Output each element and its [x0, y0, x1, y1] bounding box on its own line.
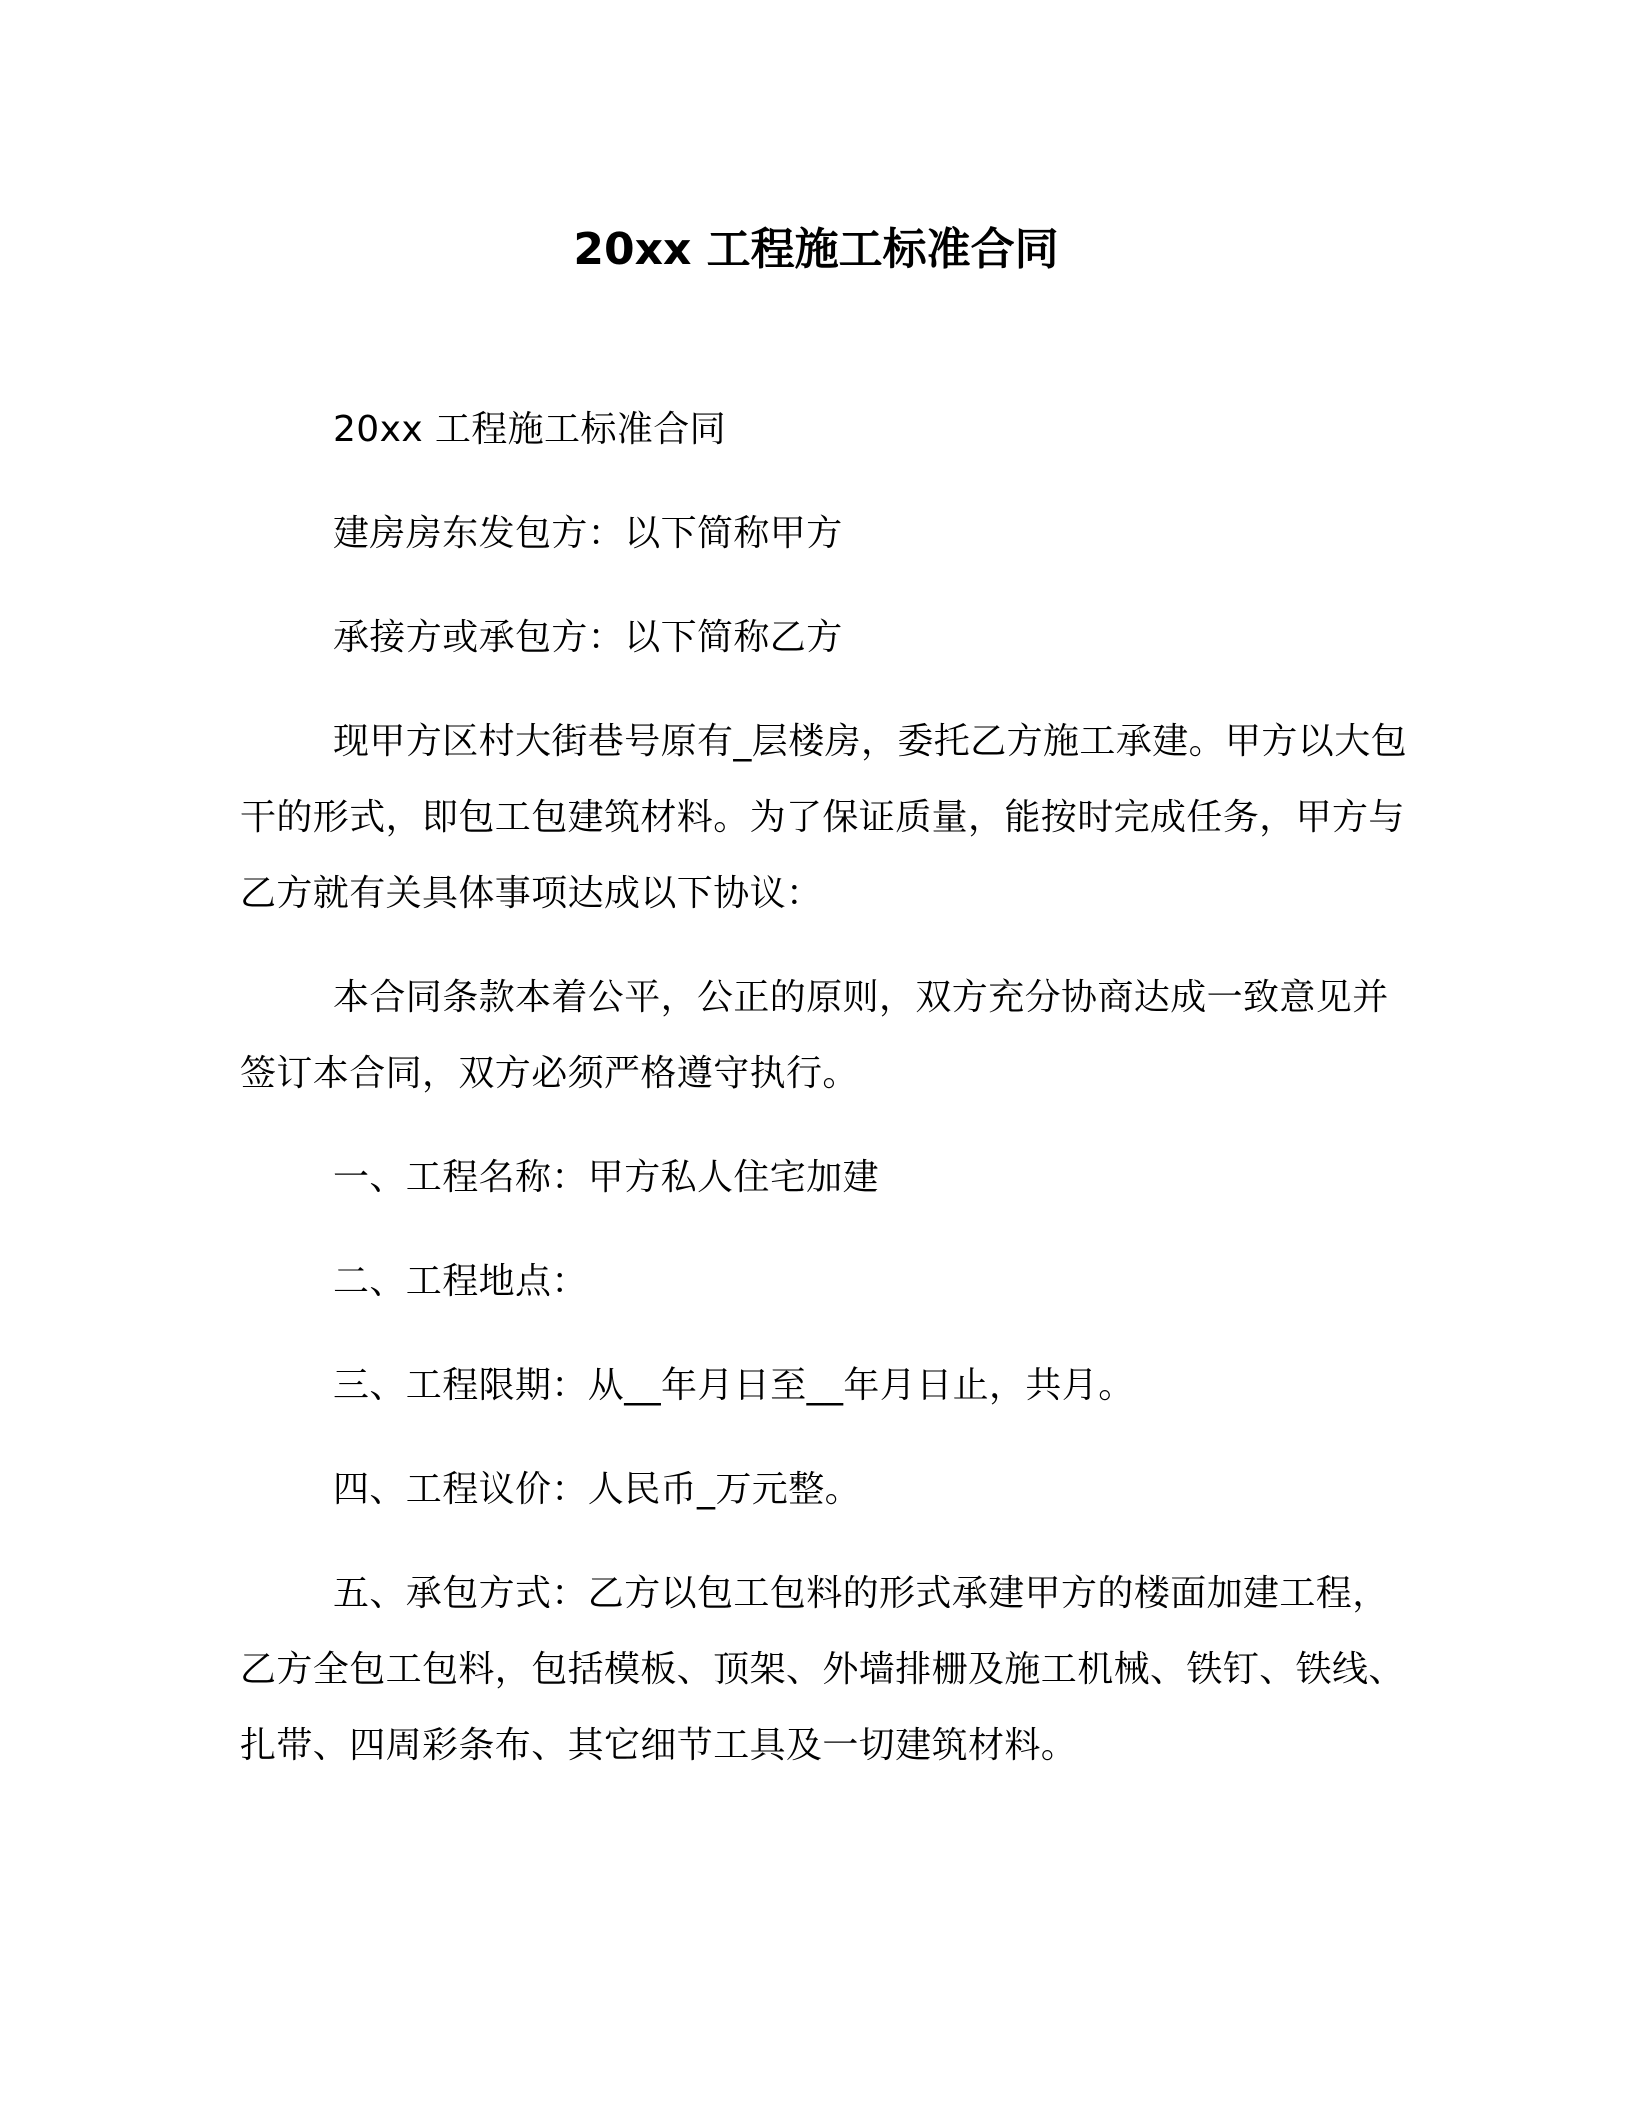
- document-title: 20xx 工程施工标准合同: [573, 224, 1059, 275]
- paragraph-party-a: 建房房东发包方：以下简称甲方: [333, 513, 843, 554]
- document-body: [240, 392, 1410, 1812]
- paragraph-preamble: 现甲方区村大街巷号原有_层楼房，委托乙方施工承建。甲方以大包干的形式，即包工包建筑材料。为了保证质量，能按时完成任务，甲方与乙方就有关具体事项达成以下协议：: [240, 721, 1408, 914]
- clause-project-period: 三、工程限期：从__年月日至__年月日止，共月。: [333, 1365, 1135, 1406]
- paragraph-subtitle: 20xx 工程施工标准合同: [333, 409, 727, 450]
- clause-project-location: 二、工程地点：: [333, 1261, 588, 1302]
- paragraph-party-b: 承接方或承包方：以下简称乙方: [333, 617, 843, 658]
- clause-contract-mode: 五、承包方式：乙方以包工包料的形式承建甲方的楼面加建工程，乙方全包工包料，包括模板、顶架、外墙排栅及施工机械、铁钉、铁线、扎带、四周彩条布、其它细节工具及一切建筑材料。: [240, 1573, 1405, 1766]
- clause-project-price: 四、工程议价：人民币_万元整。: [333, 1469, 862, 1510]
- clause-project-name: 一、工程名称：甲方私人住宅加建: [333, 1157, 880, 1198]
- paragraph-principle: 本合同条款本着公平，公正的原则，双方充分协商达成一致意见并签订本合同，双方必须严格遵守执行。: [240, 977, 1389, 1094]
